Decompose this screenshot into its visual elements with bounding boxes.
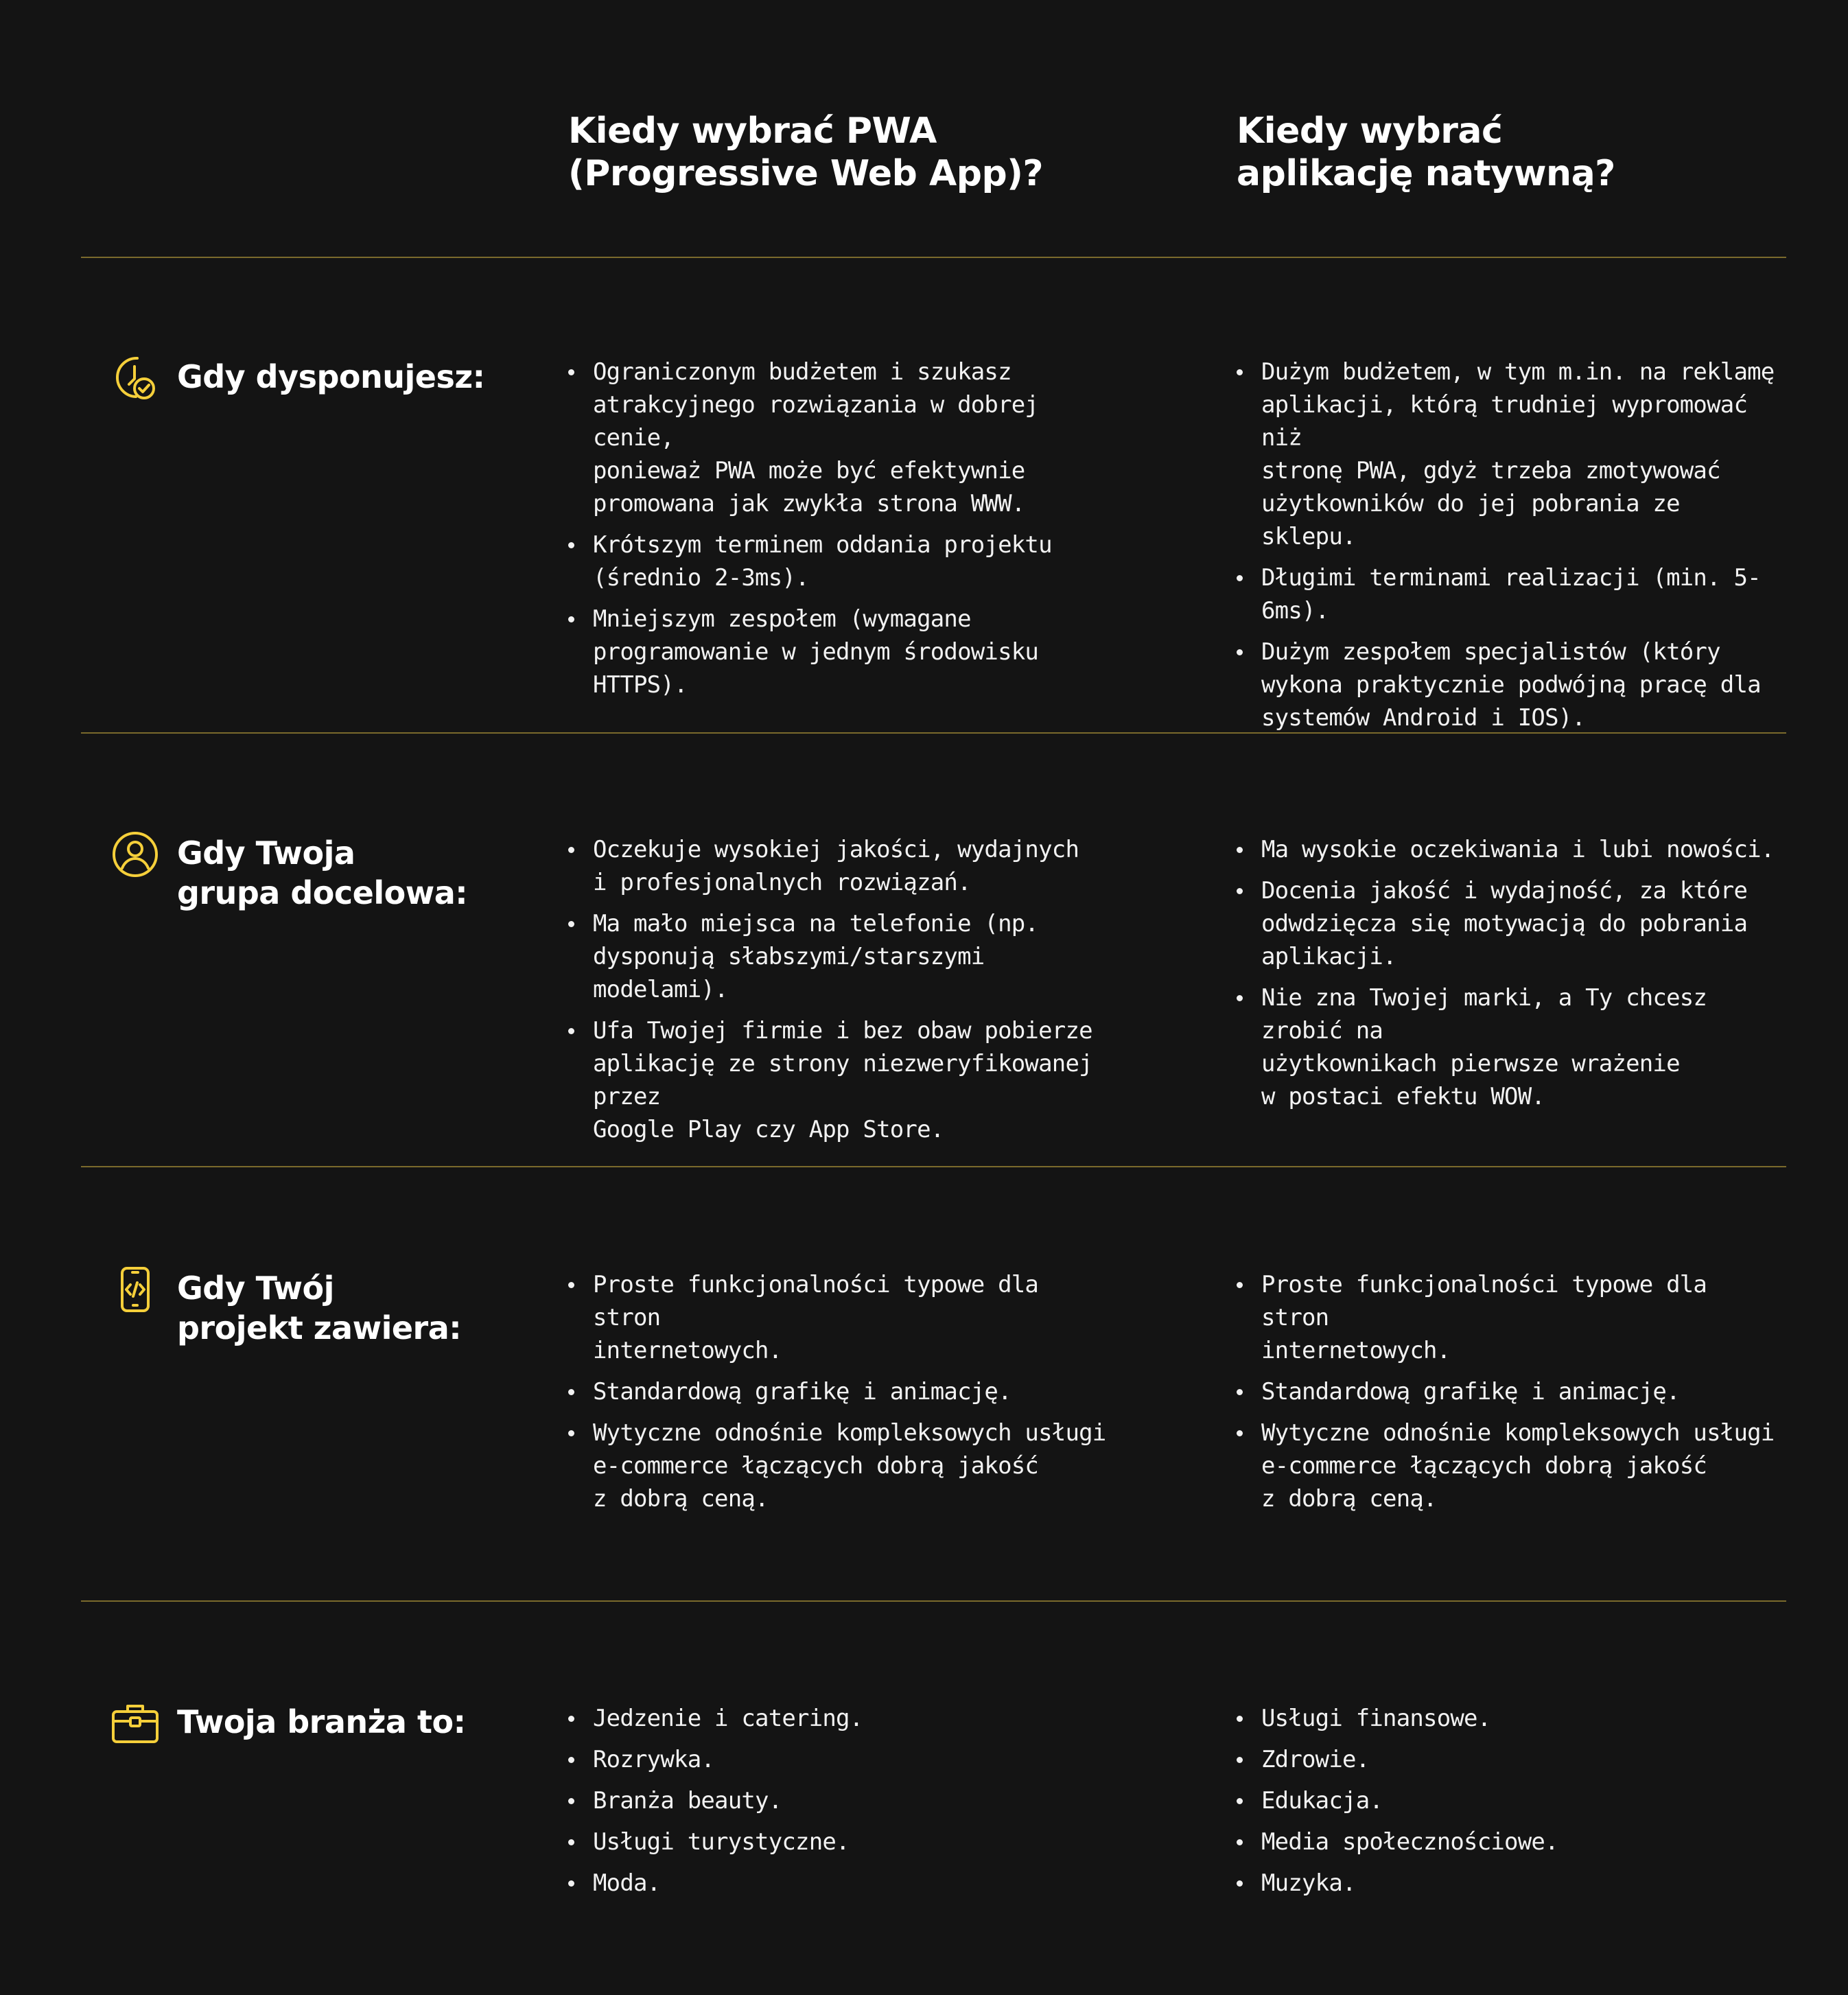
native-industry-list	[1235, 1702, 1777, 1908]
list-item	[1235, 874, 1777, 973]
list-item	[1235, 1825, 1777, 1858]
list-item-text: Standardową grafikę i animację.	[593, 1378, 1011, 1405]
row-budget-label	[110, 357, 534, 404]
bullet-dot	[1237, 1716, 1243, 1722]
bullet-dot	[568, 1798, 574, 1804]
bullet-dot	[568, 616, 574, 622]
bullet-dot	[1237, 1798, 1243, 1804]
list-item	[567, 1784, 1109, 1817]
bullet-dot	[1237, 1880, 1243, 1887]
list-item	[1235, 833, 1777, 866]
list-item	[567, 1268, 1109, 1367]
list-item	[1235, 1743, 1777, 1776]
native-audience-list	[1235, 833, 1777, 1121]
row-label-text: Gdy dysponujesz:	[177, 358, 485, 395]
row-label-text: Gdy Twoja grupa docelowa:	[177, 835, 468, 911]
briefcase-icon	[110, 1698, 161, 1749]
list-item	[1235, 561, 1777, 627]
list-item-text: Usługi turystyczne.	[593, 1828, 850, 1856]
native-project-list	[1235, 1268, 1777, 1524]
bullet-dot	[568, 1282, 574, 1288]
pwa-project-list	[567, 1268, 1109, 1524]
list-item	[1235, 1784, 1777, 1817]
native-budget-list	[1235, 355, 1777, 743]
list-item	[567, 603, 1109, 701]
list-item	[567, 1743, 1109, 1776]
bullet-dot	[1237, 649, 1243, 655]
clock-check-icon	[110, 353, 161, 404]
list-item-text: Wytyczne odnośnie kompleksowych usługi e-commerce łączących dobrą jakość z dobrą ceną.	[1261, 1419, 1775, 1513]
list-item	[567, 1825, 1109, 1858]
row-label-text: Gdy Twój projekt zawiera:	[177, 1270, 462, 1346]
list-item-text: Muzyka.	[1261, 1869, 1356, 1897]
divider	[81, 732, 1786, 734]
bullet-dot	[1237, 888, 1243, 894]
list-item-text: Proste funkcjonalności typowe dla stron internetowych.	[1261, 1271, 1707, 1364]
list-item	[1235, 355, 1777, 553]
list-item-text: Wytyczne odnośnie kompleksowych usługi e-commerce łączących dobrą jakość z dobrą ceną.	[593, 1419, 1106, 1513]
list-item-text: Jedzenie i catering.	[593, 1705, 863, 1732]
bullet-dot	[1237, 995, 1243, 1001]
list-item	[1235, 981, 1777, 1113]
phone-code-icon	[110, 1264, 161, 1315]
divider	[81, 1166, 1786, 1167]
divider	[81, 1600, 1786, 1602]
bullet-dot	[568, 1430, 574, 1436]
list-item	[567, 1416, 1109, 1515]
bullet-dot	[568, 1028, 574, 1034]
bullet-dot	[568, 369, 574, 375]
list-item-text: Nie zna Twojej marki, a Ty chcesz zrobić na użytkownikach pierwsze wrażenie w postaci efektu WOW.	[1261, 984, 1707, 1110]
list-item-text: Ma wysokie oczekiwania i lubi nowości.	[1261, 836, 1775, 863]
list-item-text: Moda.	[593, 1869, 661, 1897]
bullet-dot	[1237, 1389, 1243, 1395]
pwa-budget-list	[567, 355, 1109, 710]
native-column-title: Kiedy wybrać aplikację natywną?	[1237, 110, 1615, 194]
list-item	[1235, 1702, 1777, 1735]
list-item-text: Krótszym terminem oddania projektu (średnio 2-3ms).	[593, 531, 1052, 592]
bullet-dot	[1237, 1430, 1243, 1436]
list-item-text: Media społecznościowe.	[1261, 1828, 1558, 1856]
list-item-text: Mniejszym zespołem (wymagane programowanie w jednym środowisku HTTPS).	[593, 605, 1039, 699]
list-item-text: Dużym budżetem, w tym m.in. na reklamę aplikacji, którą trudniej wypromować niż stronę PWA, gdyż trzeba zmotywować użytkowników do jej pobrania ze sklepu.	[1261, 358, 1775, 550]
bullet-dot	[1237, 369, 1243, 375]
row-label-text: Twoja branża to:	[177, 1703, 466, 1740]
list-item-text: Standardową grafikę i animację.	[1261, 1378, 1680, 1405]
bullet-dot	[568, 1839, 574, 1845]
list-item	[1235, 635, 1777, 734]
user-circle-icon	[110, 829, 161, 880]
bullet-dot	[568, 1389, 574, 1395]
list-item-text: Długimi terminami realizacji (min. 5-6ms).	[1261, 564, 1761, 625]
list-item-text: Branża beauty.	[593, 1787, 782, 1815]
bullet-dot	[568, 847, 574, 853]
pwa-audience-list	[567, 833, 1109, 1154]
list-item	[1235, 1268, 1777, 1367]
list-item-text: Edukacja.	[1261, 1787, 1383, 1815]
list-item	[1235, 1375, 1777, 1408]
row-industry-label	[110, 1702, 534, 1749]
list-item	[567, 907, 1109, 1006]
list-item-text: Oczekuje wysokiej jakości, wydajnych i profesjonalnych rozwiązań.	[593, 836, 1079, 896]
bullet-dot	[568, 1880, 574, 1887]
list-item	[567, 528, 1109, 594]
bullet-dot	[568, 1757, 574, 1763]
bullet-dot	[1237, 847, 1243, 853]
divider	[81, 257, 1786, 258]
list-item-text: Rozrywka.	[593, 1746, 715, 1773]
bullet-dot	[1237, 1757, 1243, 1763]
list-item	[1235, 1867, 1777, 1900]
list-item	[567, 1375, 1109, 1408]
bullet-dot	[568, 921, 574, 927]
list-item	[567, 1702, 1109, 1735]
list-item-text: Proste funkcjonalności typowe dla stron internetowych.	[593, 1271, 1039, 1364]
bullet-dot	[1237, 1839, 1243, 1845]
list-item	[567, 355, 1109, 520]
list-item-text: Zdrowie.	[1261, 1746, 1370, 1773]
list-item-text: Usługi finansowe.	[1261, 1705, 1491, 1732]
list-item-text: Dużym zespołem specjalistów (który wykona praktycznie podwójną pracę dla systemów Android i IOS).	[1261, 638, 1761, 732]
list-item	[567, 833, 1109, 899]
list-item-text: Ograniczonym budżetem i szukasz atrakcyjnego rozwiązania w dobrej cenie, ponieważ PWA może być efektywnie promowana jak zwykła strona WWW.	[593, 358, 1039, 517]
bullet-dot	[1237, 575, 1243, 581]
list-item-text: Docenia jakość i wydajność, za które odwdzięcza się motywacją do pobrania aplikacji.	[1261, 877, 1748, 970]
row-audience-label	[110, 833, 534, 913]
bullet-dot	[1237, 1282, 1243, 1288]
list-item-text: Ma mało miejsca na telefonie (np. dysponują słabszymi/starszymi modelami).	[593, 910, 1039, 1003]
pwa-column-title: Kiedy wybrać PWA (Progressive Web App)?	[568, 110, 1044, 194]
list-item	[567, 1014, 1109, 1146]
list-item	[567, 1867, 1109, 1900]
bullet-dot	[568, 1716, 574, 1722]
list-item-text: Ufa Twojej firmie i bez obaw pobierze aplikację ze strony niezweryfikowanej przez Google Play czy App Store.	[593, 1017, 1092, 1143]
bullet-dot	[568, 542, 574, 548]
pwa-industry-list	[567, 1702, 1109, 1908]
row-project-label	[110, 1268, 534, 1348]
list-item	[1235, 1416, 1777, 1515]
